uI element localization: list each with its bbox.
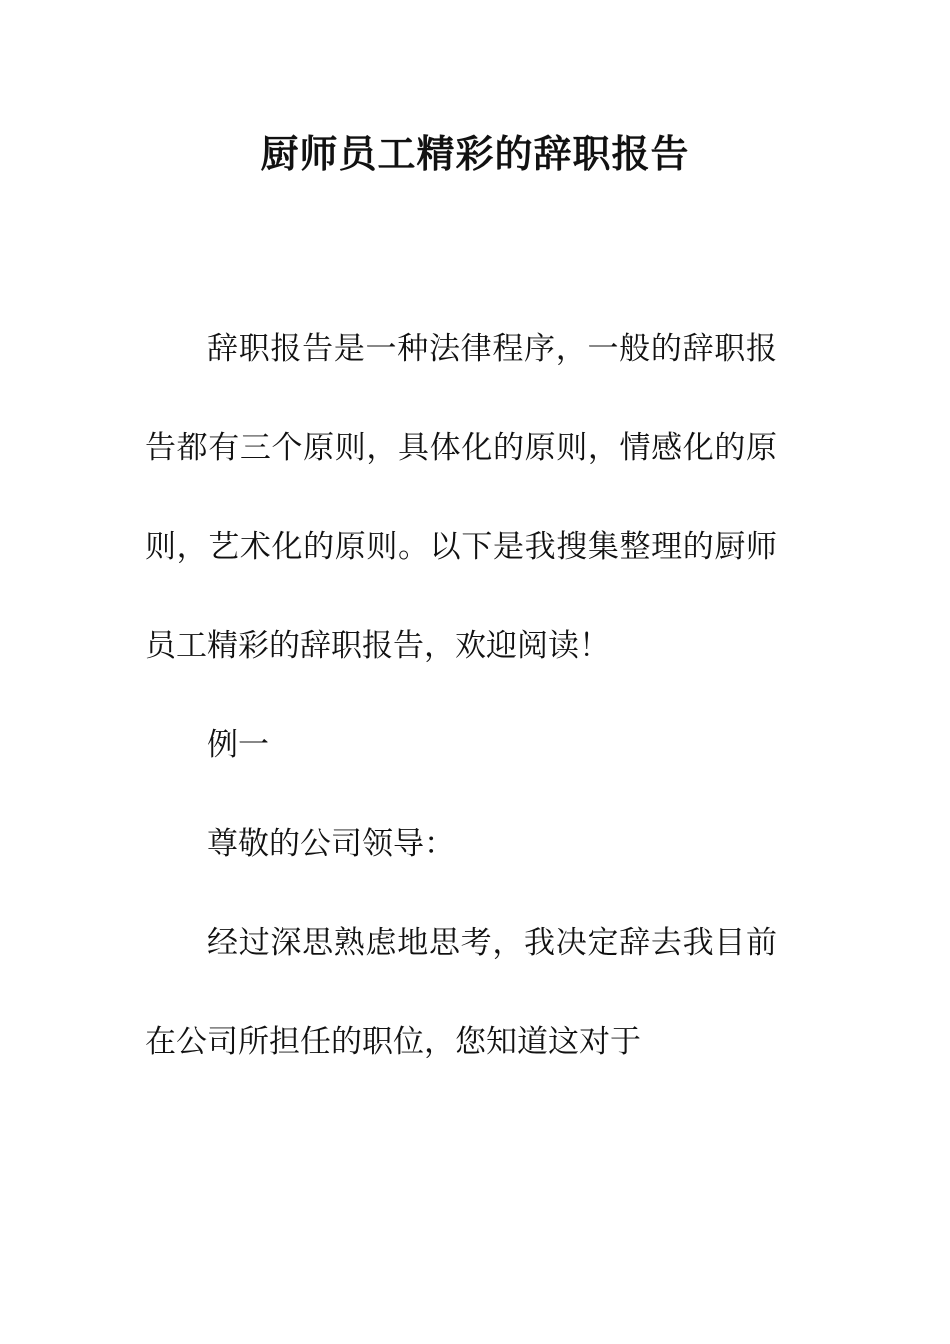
intro-paragraph: 辞职报告是一种法律程序，一般的辞职报告都有三个原则，具体化的原则，情感化的原则，艺术化的原则。以下是我搜集整理的厨师员工精彩的辞职报告，欢迎阅读！	[145, 331, 777, 664]
document-title: 厨师员工精彩的辞职报告	[260, 131, 690, 176]
salutation: 尊敬的公司领导：	[207, 826, 455, 862]
document-body	[145, 300, 777, 1092]
example-heading: 例一	[207, 727, 269, 763]
letter-paragraph: 经过深思熟虑地思考，我决定辞去我目前在公司所担任的职位，您知道这对于	[145, 925, 777, 1060]
